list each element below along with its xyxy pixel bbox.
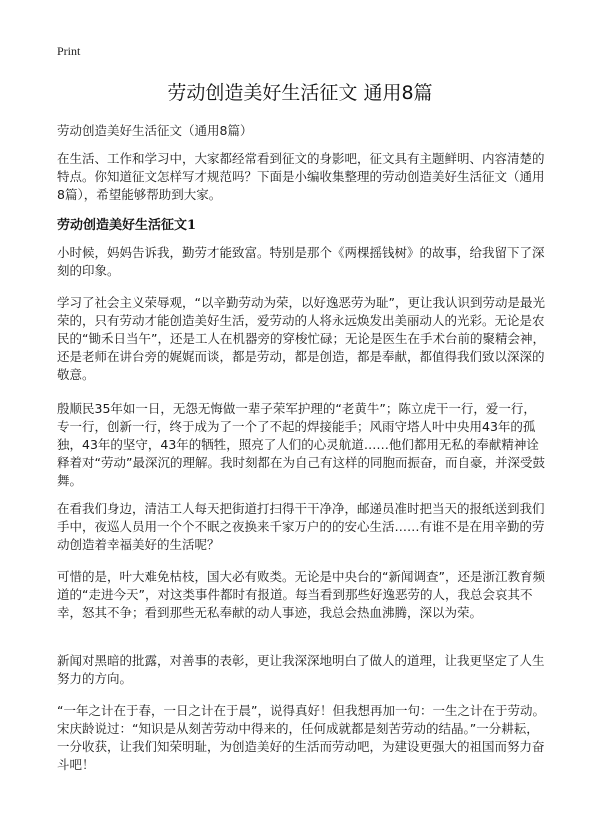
document-subtitle: 劳动创造美好生活征文（通用8篇）	[57, 123, 253, 138]
intro-paragraph: 在生活、工作和学习中，大家都经常看到征文的身影吧，征文具有主题鲜明、内容清楚的特点。你知道征文怎样写才规范吗？下面是小编收集整理的劳动创造美好生活征文（通用8篇），希望能够帮助到大家。	[57, 151, 545, 202]
paragraph-3: 殷顺民35年如一日，无怨无悔做一辈子荣军护理的“老黄牛”；陈立虎干一行，爱一行，专一行，创新一行，终于成为了一个了不起的焊接能手；风雨守塔人叶中央用43年的孤独，43年的坚守，43年的牺牲，照亮了人们的心灵航道……他们都用无私的奉献精神诠释着对“劳动”最深沉的理解。我时刻都在为自己有这样的同胞而振奋，而自豪，并深受鼓舞。	[57, 401, 545, 488]
section-heading: 劳动创造美好生活征文1	[57, 218, 197, 233]
paragraph-4: 在看我们身边，清洁工人每天把街道打扫得干干净净，邮递员准时把当天的报纸送到我们手中，夜巡人员用一个个不眠之夜换来千家万户的的安心生活……有谁不是在用辛勤的劳动创造着幸福美好的生活呢？	[57, 501, 545, 552]
paragraph-2: 学习了社会主义荣辱观，“以辛勤劳动为荣，以好逸恶劳为耻”，更让我认识到劳动是最光荣的，只有劳动才能创造美好生活，爱劳动的人将永远焕发出美丽动人的光彩。无论是农民的“锄禾日当午”，还是工人在机器旁的穿梭忙碌；无论是医生在手术台前的聚精会神，还是老师在讲台旁的娓娓而谈，都是劳动，都是创造，都是奉献，都值得我们致以深深的敬意。	[57, 295, 545, 382]
paragraph-7: “一年之计在于春，一日之计在于晨”，说得真好！但我想再加一句：一生之计在于劳动。宋庆龄说过：“知识是从刻苦劳动中得来的，任何成就都是刻苦劳动的结晶。”一分耕耘，一分收获，让我们知荣明耻，为创造美好的生活而劳动吧，为建设更强大的祖国而努力奋斗吧！	[57, 703, 545, 772]
paragraph-6: 新闻对黑暗的批露，对善事的表彰，更让我深深地明白了做人的道理，让我更坚定了人生努力的方向。	[57, 653, 545, 686]
print-link[interactable]: Print	[57, 44, 81, 58]
paragraph-5: 可惜的是，叶大难免枯枝，国大必有败类。无论是中央台的“新闻调查”，还是浙江教育频道的“走进今天”，对这类事件都时有报道。每当看到那些好逸恶劳的人，我总会哀其不幸，怒其不争；看到那些无私奉献的动人事迹，我总会热血沸腾，深以为荣。	[57, 569, 545, 620]
paragraph-1: 小时候，妈妈告诉我，勤劳才能致富。特别是那个《两棵摇钱树》的故事，给我留下了深刻的印象。	[57, 245, 545, 278]
page-title: 劳动创造美好生活征文 通用8篇	[167, 82, 433, 104]
